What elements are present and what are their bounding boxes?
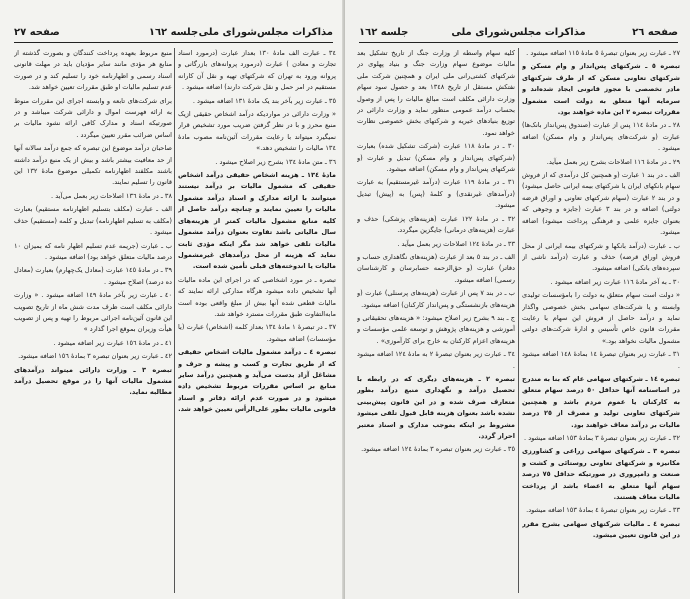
paragraph: تبصره ٣ ـ وزارت دارائی میتواند درآمدهای مشمول مالیات آنها را در موقع تحصیل درآمد مطالبه نماید. bbox=[14, 365, 172, 397]
paragraph: ب ـ عبارت (جریمه عدم تسلیم اظهار نامه که بمیزان ١٠ درصد مالیات متعلق خواهد بود) اضافه میشود . bbox=[14, 241, 172, 261]
paragraph: الف ـ در بند ٥ بعد از عبارت (هزینه‌های نگاهداری حساب و دفاتر) عبارت (و حق‌الزحمه حسابرسان و کارشناسان رسمی) اضافه میشود. bbox=[357, 252, 515, 284]
column-divider bbox=[518, 48, 519, 593]
paragraph: ٣٥ ـ عبارت زیر بآخر بند یک مادهٔ ١٣١ اضافه میشود . bbox=[192, 96, 336, 105]
paragraph: ٢٨ ـ در مادهٔ ١١٤ پس از عبارت (صندوق پس‌انداز بانک‌ها) عبارت (و شرکت‌های پس‌انداز و وام مسکن) اضافه میشود . bbox=[522, 121, 680, 153]
paragraph: ٣٢ ـ عبارت زیر بعنوان تبصرهٔ ٣ بمادهٔ ١٥٣ اضافه میشود . bbox=[524, 434, 680, 442]
paragraph: ٢٩ ـ در مادهٔ ١١٦ اصلاحات بشرح زیر بعمل میآید. bbox=[546, 157, 680, 166]
paragraph: تبصره ١٤ ـ شرکتهای سهامی عام که بنا به مندرج در اساسنامه آنها حداقل ٥٠ درصد سهام متعلق به کارکنان یا عموم مردم باشد و همچنین شرکتهای تعاونی تولید و مصرف از ٢٥ درصد مالیات بر درآمد معاف خواهند بود. bbox=[522, 374, 680, 429]
right-page-number: صفحه ٢٦ bbox=[632, 27, 678, 38]
paragraph: « وزارت دارائی در مواردیکه درآمد اشخاص حقیقی ازیک منبع محرز و با در نظر گرفتن ضریب مورد تشخیص قرار نمیگیرد میتواند با رعایت مقررات آئین‌نامه مصوب مادهٔ ١٣٤ مالیات را تشخیص دهد.» bbox=[178, 110, 336, 153]
paragraph: الف ـ در بند ١ عبارت (و همچنین کل درآمدی که از فروش سهام بانکهای ایران یا شرکتهای بیمه ایرانی حاصل میشود) و در بند ٢ عبارت (سهام شرکتهای تعاونی و اوراق قرضه دولتی) اضافه و در بند ٣ عبارت (جایزه و وجوهی که بعنوان جایزه علمی و فرهنگی پرداخت میشود) اضافه میشود. bbox=[522, 171, 680, 237]
column-divider bbox=[174, 48, 175, 593]
paragraph: مادهٔ ١٣٤ ـ هزینه اشخاص حقیقی درآمد اشخاص حقیقی که مشمول مالیات بر درآمد نیستند میتوانند با ارائه مدارک و اسناد درآمد مشمول مالیات را تعیین نمایند و چنانچه درآمد حاصل از کلیه منابع مشمول مالیات کمتر از هزینه‌های سال مالیاتی باشد تفاوت بعنوان درآمد مشمول مالیات تلقی خواهد شد مگر اینکه مؤدی ثابت نماید که هزینه از محل درآمدهای غیرمشمول مالیات یا اندوخته‌های قبلی تأمین شده است. bbox=[178, 171, 336, 271]
paragraph: ٣٠ ـ به آخر مادهٔ ١١٦ عبارت زیر اضافه میشود . bbox=[550, 277, 680, 286]
paragraph: ٢٧ ـ عبارت زیر بعنوان تبصرهٔ ٥ مادهٔ ١١٥ اضافه میشود . bbox=[526, 49, 680, 57]
paragraph: تبصره ٢ ـ هزینه‌های دیگری که در رابطه با تحصیل درآمد و نگهداری منبع درآمد بطور متعارف صرف شده و در این قانون پیش‌بینی نشده باشد بعنوان هزینه قابل قبول تلقی میشود مشروط بر اینکه بموجب مدارک و اسناد معتبر احراز گردد. bbox=[357, 374, 515, 440]
right-page bbox=[345, 0, 690, 599]
paragraph: ٣٥ ـ عبارت زیر بعنوان تبصره ٣ بمادهٔ ١٢٤ اضافه میشود. bbox=[361, 445, 515, 454]
right-page-title: مذاکرات مجلس‌شورای ملی bbox=[451, 27, 586, 38]
paragraph: ج ـ بند ٩ بشرح زیر اصلاح میشود: « هزینه‌های تحقیقاتی و آموزشی و هزینه‌های پژوهش و توسعه علمی مؤسسات و هزینه‌های اعزام کارکنان به خارج برای کارآموزی» . bbox=[357, 313, 515, 345]
paragraph: ٤٢ ـ عبارت زیر بعنوان تبصره ٣ بمادهٔ ١٥٦ اضافه میشود. bbox=[18, 352, 172, 361]
paragraph: ٣٤ ـ عبارت زیر بعنوان تبصرهٔ ٢ به مادهٔ ١٢٤ اضافه میشود . bbox=[357, 350, 515, 370]
paragraph: ٣٦ ـ متن مادهٔ ١٣٤ بشرح زیر اصلاح میشود . bbox=[215, 157, 336, 166]
left-page-number: صفحه ٢٧ bbox=[14, 27, 60, 38]
paragraph: تبصره ٤ ـ مالیات شرکتهای سهامی بشرح مقرر در این قانون تعیین میشود. bbox=[522, 519, 680, 540]
paragraph: « دولت است سهام متعلق به دولت را بامؤسسات تولیدی وابسته و یا شرکت‌های سهامی بخش خصوصی واگذار نماید و درآمد حاصل از فروش این سهام با رعایت مقررات قانون خاص تأسیس و ادارهٔ شرکت‌های دولتی مشمول مالیات نخواهد بود.» bbox=[522, 291, 680, 345]
right-page-column-left bbox=[357, 48, 515, 596]
paragraph: برای شرکت‌های تابعه و وابسته اجرای این مقررات منوط به ارائه فهرست اموال و دارائی شرکت میباشد و در صورتیکه اسناد و مدارک کافی ارائه نشود مالیات بر اساس ضرائب مقرر تعیین میگردد . bbox=[14, 96, 172, 139]
paragraph: کلیه سهام واسطه از وزارت جنگ از تاریخ تشکیل بعد مالیات موضوع سهام وزارت جنگ و بنیاد پهلوی در شرکتهای کشتی‌رانی ملی ایران و همچنین شرکت ملی نفتکش مستقل از تاریخ ١٣٤٨ بعد و حصول سود سهام وزارت دارائی مکلف است مبالغ مالیات را پس از وصول بحساب درآمد عمومی منظور نماید و وزارت دارائی در توزیع بنیادهای خیریه و شرکتهای بخش خصوصی نظارت خواهد نمود. bbox=[357, 49, 515, 137]
paragraph: ٣٩ ـ در مادهٔ ١٤٥ عبارت (معادل یک‌چهارم) بعبارت (معادل ده درصد) اصلاح میشود . bbox=[14, 266, 172, 286]
paragraph: ٣٨ ـ در مادهٔ ١٣٦ اصلاحات زیر بعمل می‌آید . bbox=[51, 191, 172, 200]
left-page-header bbox=[14, 26, 333, 43]
paragraph: ٣١ ـ عبارت زیر بعنوان تبصرهٔ ١٤ بمادهٔ ١٤٨ اضافه میشود . bbox=[522, 350, 680, 370]
paragraph: تبصره ٣ ـ شرکتهای سهامی زراعی و کشاورزی مکانیزه و شرکتهای تعاونی روستائی و کشت و صنعت و دامپروری در صورتیکه حداقل ٧٥ درصد سهام آنها متعلق به اعضاء باشد از پرداخت مالیات معاف هستند. bbox=[522, 447, 680, 502]
left-page-session: جلسه ١٦٢ bbox=[148, 27, 199, 38]
paragraph: ٣٢ ـ در مادهٔ ١٢٢ عبارت (هزینه‌های پزشکی) حذف و عبارت (هزینه‌های درمانی) جایگزین میگردد. bbox=[357, 214, 515, 235]
right-page-session: جلسه ١٦٢ bbox=[359, 27, 409, 38]
right-page-header bbox=[359, 26, 678, 43]
paragraph: تبصره ـ در مورد اشخاصی که در اجرای این ماده مالیات آنها تشخیص داده میشود هرگاه مدارکی ارائه نمایند که مالیات قطعی شده آنها بیش از مبلغ واقعی بوده است مابه‌التفاوت طبق مقررات مسترد خواهد شد. bbox=[178, 275, 336, 318]
left-page-column-right bbox=[178, 48, 336, 596]
paragraph: تبصره ٤ ـ درآمد مشمول مالیات اشخاص حقیقی که از طریق تجارت و کسب و پیشه و حرف و مشاغل آزاد بدست می‌آید و همچنین درآمد سایر منابع بر اساس مقررات مربوط تشخیص داده میشود و در صورت عدم ارائه دفاتر و اسناد قانونی مالیات بطور علی‌الرأس تعیین خواهد شد. bbox=[178, 348, 336, 414]
left-page-title: مذاکرات مجلس‌شورای ملی bbox=[198, 27, 333, 38]
left-page-column-left bbox=[14, 48, 172, 596]
paragraph: ٣٧ ـ در تبصرهٔ ١ مادهٔ ١٣٤ بعداز کلمه (اشخاص) عبارت (یا مؤسسات) اضافه میشود. bbox=[178, 323, 336, 343]
paragraph: ٣٣ ـ در مادهٔ ١٢٤ اصلاحات زیر بعمل میآید . bbox=[397, 239, 515, 248]
paragraph: ب ـ در بند ٧ پس از عبارت (هزینه‌های پرسنلی) عبارت (و هزینه‌های بازنشستگی و پس‌انداز کارکنان) اضافه میشود. bbox=[357, 289, 515, 309]
paragraph: ٣١ ـ در مادهٔ ١١٩ عبارت (درآمد غیرمستقیم) به عبارت (درآمدهای غیرنقدی) و کلمهٔ (پس) به (پیش) تبدیل میشود. bbox=[357, 178, 515, 210]
paragraph: ب ـ عبارت (درآمد بانکها و شرکتهای بیمه ایرانی از محل فروش اوراق قرضه) حذف و عبارت (درآمد ناشی از سپرده‌های بانکی) اضافه میشود. bbox=[522, 241, 680, 273]
paragraph: تبصره ٥ ـ شرکتهای پس‌انداز و وام مسکن و شرکتهای تعاونی مسکن که از طرف شرکتهای مادر تخصصی با مجوز قانونی ایجاد شده‌اند و سرمایه آنها متعلق به دولت است مشمول مقررات تبصره ٢ این ماده خواهند بود. bbox=[522, 62, 680, 117]
paragraph: ٣٠ ـ در مادهٔ ١١٨ عبارت (شرکت تشکیل شده) بعبارت (شرکتهای پس‌انداز و وام مسکن) تبدیل و عبارت (و شرکتهای پس‌انداز و وام مسکن) اضافه میشود. bbox=[357, 142, 515, 174]
paragraph: ٣٤ ـ عبارت الف مادهٔ ١٣٠ بعداز عبارت (درمورد اسناد تجارت و معادن ) عبارت (درمورد پروانه‌های بازرگانی و پروانه ورود به تهران که شرکتهای تهیه و نقل آن کارانه مستقیم در امر حمل و نقل شرکت دارند) اضافه میشود . bbox=[178, 49, 336, 92]
right-page-column-right bbox=[522, 48, 680, 596]
paragraph: ٤١ ـ در مادهٔ ١٥٦ عبارت زیر اضافه میشود . bbox=[53, 338, 172, 347]
paragraph: منبع مربوط بعهده پرداخت کنندگان و بصورت گذشته از منابع هر مؤدی مانند سایر مؤدیان باید در مهلت قانونی اسناد رسمی و اظهارنامه خود را تسلیم کند و در صورت عدم تسلیم مالیات او طبق مقررات تعیین خواهد شد. bbox=[14, 49, 172, 92]
paragraph: صاحبان درآمد موضوع این تبصره که جمع درآمد سالانه آنها از حد معافیت بیشتر باشد و بیش از یک منبع درآمد داشته باشند مکلفند اظهارنامه تکمیلی موضوع مادهٔ ١٣٢ این قانون را تسلیم نمایند. bbox=[14, 144, 172, 187]
paragraph: ٣٣ ـ عبارت زیر بعنوان تبصرهٔ ٤ بمادهٔ ١٥٣ اضافه میشود. bbox=[526, 506, 680, 515]
paragraph: ٤٠ ـ عبارت زیر بآخر مادهٔ ١٤٩ اضافه میشود . « وزارت دارائی مکلف است ظرف مدت شش ماه از تاریخ تصویب این قانون آئین‌نامه اجرائی مربوط را تهیه و پس از تصویب هیأت وزیران بموقع اجرا گذارد » bbox=[14, 291, 172, 334]
paragraph: الف ـ عبارت (مکلف بتسلیم اظهارنامه مستقیم) بعبارت (مکلف به تسلیم اظهارنامه) تبدیل و کلمه (مستقیم) حذف میشود . bbox=[14, 205, 172, 237]
